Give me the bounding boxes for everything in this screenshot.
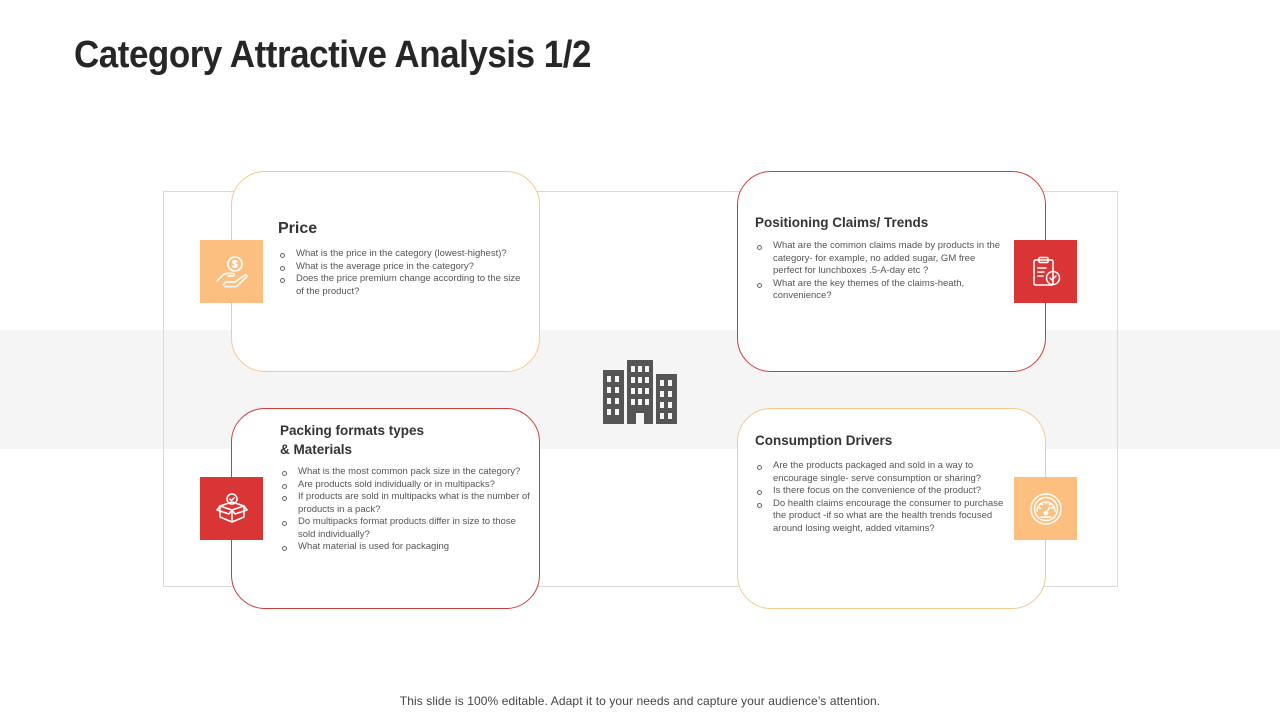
positioning-card: [737, 171, 1046, 372]
clipboard-check-icon: [1028, 254, 1064, 290]
positioning-card-title: Positioning Claims/ Trends: [755, 215, 929, 230]
consumption-card-list: [755, 460, 1005, 535]
consumption-card: [737, 408, 1046, 609]
list-item: Are the products packaged and sold in a way to encourage single- serve consumption or sharing?: [755, 460, 1005, 485]
consumption-icon-box: [1014, 477, 1077, 540]
hand-dollar-icon: [213, 253, 251, 291]
price-card-list: [278, 248, 528, 298]
packing-card-list: [280, 466, 530, 554]
list-item: Do multipacks format products differ in size to those sold individually?: [280, 516, 530, 541]
page-title: Category Attractive Analysis 1/2: [74, 34, 592, 76]
packing-card-title-line1: Packing formats types: [280, 423, 425, 438]
buildings-icon: [603, 360, 677, 424]
list-item: Do health claims encourage the consumer to purchase the product -if so what are the health trends focused around losing weight, added vitamins?: [755, 498, 1005, 536]
list-item: What are the common claims made by products in the category- for example, no added sugar, GM free perfect for lunchboxes .5-A-day etc ?: [755, 240, 1003, 278]
footer-note: This slide is 100% editable. Adapt it to your needs and capture your audience’s attention.: [399, 694, 881, 708]
list-item: What material is used for packaging: [280, 541, 530, 554]
list-item: If products are sold in multipacks what is the number of products in a pack?: [280, 491, 530, 516]
packing-card-title-line2: & Materials: [280, 442, 353, 457]
price-icon-box: [200, 240, 263, 303]
packing-card: [231, 408, 540, 609]
price-card-title: Price: [278, 220, 318, 237]
positioning-icon-box: [1014, 240, 1077, 303]
list-item: What is the price in the category (lowest-highest)?: [278, 248, 528, 261]
consumption-card-title: Consumption Drivers: [755, 433, 893, 448]
box-check-icon: [214, 491, 250, 527]
list-item: What is the average price in the category?: [278, 261, 528, 274]
list-item: Does the price premium change according to the size of the product?: [278, 273, 528, 298]
price-card: [231, 171, 540, 372]
positioning-card-list: [755, 240, 1003, 303]
list-item: Is there focus on the convenience of the product?: [755, 485, 1005, 498]
packing-card-title: [280, 421, 424, 459]
list-item: Are products sold individually or in multipacks?: [280, 479, 530, 492]
speedometer-icon: [1027, 490, 1065, 528]
list-item: What is the most common pack size in the category?: [280, 466, 530, 479]
list-item: What are the key themes of the claims-heath, convenience?: [755, 278, 1003, 303]
packing-icon-box: [200, 477, 263, 540]
